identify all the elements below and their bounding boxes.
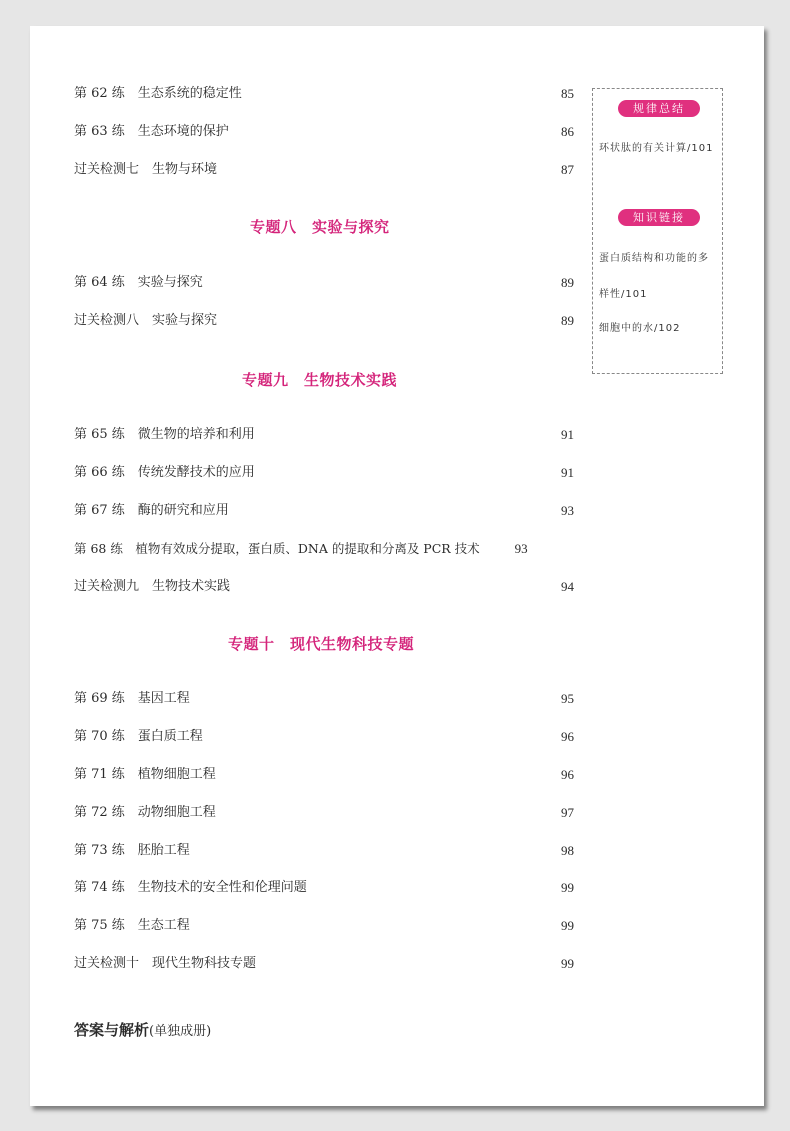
- toc-leader-dots: [226, 803, 556, 823]
- toc-row-page: 91: [561, 465, 574, 480]
- toc-row[interactable]: [74, 916, 574, 936]
- toc-row-label: 第 75 练 生态工程: [74, 918, 190, 933]
- toc-row-label: 第 74 练 生物技术的安全性和伦理问题: [74, 880, 307, 895]
- toc-row[interactable]: [74, 501, 574, 521]
- toc-leader-dots: [200, 841, 556, 861]
- toc-row-page: 99: [561, 918, 574, 933]
- toc-row-page: 89: [561, 313, 574, 328]
- answers-title: 答案与解析: [74, 1021, 150, 1039]
- toc-row[interactable]: [74, 841, 574, 861]
- toc-row[interactable]: [74, 311, 574, 331]
- toc-row-page: 93: [514, 541, 528, 556]
- toc-leader-dots: [239, 501, 556, 521]
- sidebar-knowledge-item[interactable]: 细胞中的水/102: [599, 323, 681, 334]
- toc-row-page: 97: [561, 805, 574, 820]
- toc-row[interactable]: [74, 577, 574, 597]
- toc-row-page: 87: [561, 162, 574, 177]
- toc-row-label: 过关检测八 实验与探究: [74, 313, 218, 328]
- toc-row-page: 94: [561, 579, 574, 594]
- toc-leader-dots: [266, 954, 556, 974]
- toc-row[interactable]: [74, 954, 574, 974]
- toc-row-label: 第 73 练 胚胎工程: [74, 843, 190, 858]
- toc-leader-dots: [239, 122, 556, 142]
- toc-row-label: 第 72 练 动物细胞工程: [74, 805, 216, 820]
- toc-leader-dots: [227, 311, 556, 331]
- knowledge-link-pill: 知识链接: [618, 209, 700, 226]
- toc-row[interactable]: [74, 463, 574, 483]
- page: [30, 26, 764, 1106]
- sidebar-knowledge-item[interactable]: 样性/101: [599, 289, 648, 300]
- toc-leader-dots: [227, 160, 556, 180]
- toc-row-label: 第 70 练 蛋白质工程: [74, 729, 203, 744]
- toc-row[interactable]: [74, 425, 574, 445]
- toc-leader-dots: [317, 878, 556, 898]
- toc-leader-dots: [213, 273, 556, 293]
- toc-leader-dots: [265, 425, 556, 445]
- toc-row-label: 第 64 练 实验与探究: [74, 275, 203, 290]
- toc-row[interactable]: [74, 727, 574, 747]
- toc-row[interactable]: [74, 273, 574, 293]
- toc-row-label: 第 62 练 生态系统的稳定性: [74, 86, 242, 101]
- toc-row-label: 过关检测七 生物与环境: [74, 162, 218, 177]
- toc-row-page: 85: [561, 86, 574, 101]
- toc-row-page: 86: [561, 124, 574, 139]
- toc-row-page: 96: [561, 767, 574, 782]
- sidebar-knowledge-item[interactable]: 蛋白质结构和功能的多: [599, 253, 709, 264]
- toc-row-label: 第 65 练 微生物的培养和利用: [74, 427, 255, 442]
- toc-row-page: 91: [561, 427, 574, 442]
- section-title: 专题九 生物技术实践: [242, 371, 398, 389]
- toc-leader-dots: [252, 84, 556, 104]
- toc-row-page: 96: [561, 729, 574, 744]
- toc-leader-dots: [200, 689, 556, 709]
- toc-row-page: 93: [561, 503, 574, 518]
- toc-row[interactable]: [74, 539, 574, 559]
- answers-heading: [74, 1019, 211, 1040]
- toc-row[interactable]: [74, 122, 574, 142]
- toc-row-label: 第 67 练 酶的研究和应用: [74, 503, 229, 518]
- toc-leader-dots: [200, 916, 556, 936]
- toc-leader-dots: [265, 463, 556, 483]
- toc-row-label: 第 69 练 基因工程: [74, 691, 190, 706]
- toc-row[interactable]: [74, 84, 574, 104]
- toc-row-page: 95: [561, 691, 574, 706]
- toc-leader-dots: [213, 727, 556, 747]
- toc-leader-dots: [486, 539, 510, 559]
- toc-row-label: 第 66 练 传统发酵技术的应用: [74, 465, 255, 480]
- toc-row-page: 99: [561, 956, 574, 971]
- toc-row[interactable]: [74, 689, 574, 709]
- toc-row[interactable]: [74, 803, 574, 823]
- toc-row-page: 89: [561, 275, 574, 290]
- toc-row-page: 99: [561, 880, 574, 895]
- toc-leader-dots: [226, 765, 556, 785]
- toc-row-label: 过关检测十 现代生物科技专题: [74, 956, 257, 971]
- toc-row-label: 第 63 练 生态环境的保护: [74, 124, 229, 139]
- sidebar-rule-item[interactable]: 环状肽的有关计算/101: [599, 143, 714, 154]
- toc-row-label: 第 71 练 植物细胞工程: [74, 767, 216, 782]
- sidebar-box: [592, 88, 723, 374]
- rules-summary-pill: 规律总结: [618, 100, 700, 117]
- toc-row[interactable]: [74, 765, 574, 785]
- toc-row-page: 98: [561, 843, 574, 858]
- section-title: 专题十 现代生物科技专题: [228, 635, 415, 653]
- toc-row-label: 第 68 练 植物有效成分提取，蛋白质、DNA 的提取和分离及 PCR 技术: [74, 541, 480, 556]
- toc-row[interactable]: [74, 878, 574, 898]
- toc-row-label: 过关检测九 生物技术实践: [74, 579, 231, 594]
- section-title: 专题八 实验与探究: [250, 218, 390, 236]
- answers-note: (单独成册): [149, 1024, 212, 1039]
- toc-row[interactable]: [74, 160, 574, 180]
- toc-leader-dots: [240, 577, 556, 597]
